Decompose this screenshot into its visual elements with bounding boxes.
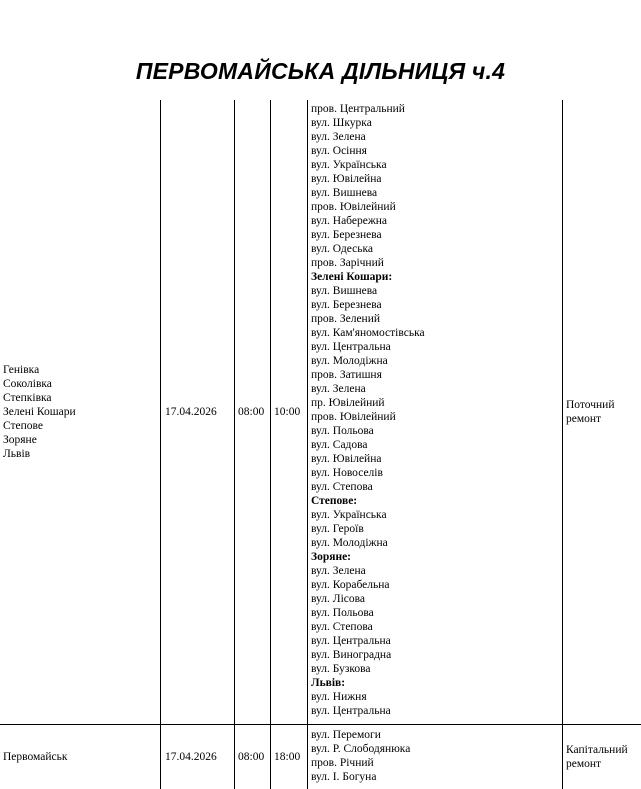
street-name: вул. Центральна	[311, 705, 391, 717]
street-name: вул. Молодіжна	[311, 537, 388, 549]
street-name: вул. Степова	[311, 621, 373, 633]
street-name: вул. Корабельна	[311, 579, 390, 591]
street-name: вул. Березнева	[311, 299, 382, 311]
column-divider	[234, 100, 235, 724]
column-divider	[307, 725, 308, 789]
street-name: вул. Молодіжна	[311, 355, 388, 367]
date-value: 17.04.2026	[165, 406, 217, 418]
street-name: пров. Центральний	[311, 103, 405, 115]
date-cell	[162, 725, 234, 789]
street-name: вул. Степова	[311, 481, 373, 493]
table-row	[0, 100, 641, 725]
street-name: вул. Лісова	[311, 593, 366, 605]
settlement-heading: Львів:	[311, 677, 346, 689]
column-divider	[160, 100, 161, 724]
street-name: вул. Центральна	[311, 635, 391, 647]
street-name: пров. Затишня	[311, 369, 382, 381]
street-name: вул. Набережна	[311, 215, 388, 227]
settlement-heading: Зелені Кошари:	[311, 271, 393, 283]
time-to-cell	[272, 725, 306, 789]
street-name: пров. Зелений	[311, 313, 381, 325]
street-name: пров. Ювілейний	[311, 411, 396, 423]
work-type-text: Капітальний	[566, 744, 628, 756]
column-divider	[270, 100, 271, 724]
street-name: вул. Центральна	[311, 341, 391, 353]
street-name: вул. Новоселів	[311, 467, 383, 479]
streets-cell	[311, 725, 561, 789]
street-name: пров. Зарічний	[311, 257, 384, 269]
column-divider	[562, 725, 563, 789]
street-name: вул. Вишнева	[311, 187, 378, 199]
settlements-cell	[3, 725, 158, 789]
settlement-name: Генівка	[3, 364, 40, 376]
time-from-value: 08:00	[238, 751, 265, 763]
street-name: вул. Ювілейна	[311, 453, 382, 465]
street-name: вул. Р. Слободянюка	[311, 743, 411, 755]
street-name: вул. Садова	[311, 439, 368, 451]
settlement-name: Степове	[3, 420, 44, 432]
street-name: вул. Ювілейна	[311, 173, 382, 185]
street-name: вул. Бузкова	[311, 663, 371, 675]
settlement-name: Степківка	[3, 392, 52, 404]
work-type-text: Поточний	[566, 399, 615, 411]
settlement-name: Соколівка	[3, 378, 52, 390]
time-from-cell	[236, 725, 269, 789]
date-cell	[162, 100, 234, 724]
street-name: вул. Зелена	[311, 131, 366, 143]
street-name: пров. Річний	[311, 757, 374, 769]
street-name: вул. Зелена	[311, 565, 366, 577]
work-type-text: ремонт	[566, 758, 602, 770]
street-name: вул. Героїв	[311, 523, 364, 535]
settlement-heading: Степове:	[311, 495, 358, 507]
column-divider	[270, 725, 271, 789]
column-divider	[307, 100, 308, 724]
street-name: вул. Осіння	[311, 145, 367, 157]
time-to-cell	[272, 100, 306, 724]
settlement-name: Зоряне	[3, 434, 37, 446]
time-from-value: 08:00	[238, 406, 265, 418]
page-title: ПЕРВОМАЙСЬКА ДІЛЬНИЦЯ ч.4	[135, 58, 506, 84]
street-name: пр. Ювілейний	[311, 397, 385, 409]
settlement-name: Первомайськ	[3, 751, 68, 763]
street-name: вул. Кам'яномостівська	[311, 327, 425, 339]
settlement-name: Зелені Кошари	[3, 406, 76, 418]
street-name: вул. Вишнева	[311, 285, 378, 297]
date-value: 17.04.2026	[165, 751, 217, 763]
street-name: вул. Шкурка	[311, 117, 372, 129]
streets-cell	[311, 100, 561, 724]
column-divider	[234, 725, 235, 789]
street-name: вул. Одеська	[311, 243, 374, 255]
column-divider	[562, 100, 563, 724]
street-name: вул. Перемоги	[311, 729, 381, 741]
street-name: вул. І. Богуна	[311, 771, 377, 783]
street-name: вул. Виноградна	[311, 649, 392, 661]
table-row	[0, 725, 641, 789]
street-name: пров. Ювілейний	[311, 201, 396, 213]
street-name: вул. Березнева	[311, 229, 382, 241]
street-name: вул. Зелена	[311, 383, 366, 395]
settlement-heading: Зоряне:	[311, 551, 351, 563]
outage-schedule-table	[0, 100, 641, 789]
column-divider	[160, 725, 161, 789]
street-name: вул. Польова	[311, 425, 374, 437]
street-name: вул. Українська	[311, 159, 387, 171]
street-name: вул. Українська	[311, 509, 387, 521]
time-to-value: 10:00	[274, 406, 301, 418]
time-from-cell	[236, 100, 269, 724]
work-type-cell	[566, 100, 641, 724]
work-type-text: ремонт	[566, 413, 602, 425]
street-name: вул. Польова	[311, 607, 374, 619]
time-to-value: 18:00	[274, 751, 301, 763]
settlements-cell	[3, 100, 158, 724]
settlement-name: Львів	[3, 448, 31, 460]
street-name: вул. Нижня	[311, 691, 367, 703]
work-type-cell	[566, 725, 641, 789]
